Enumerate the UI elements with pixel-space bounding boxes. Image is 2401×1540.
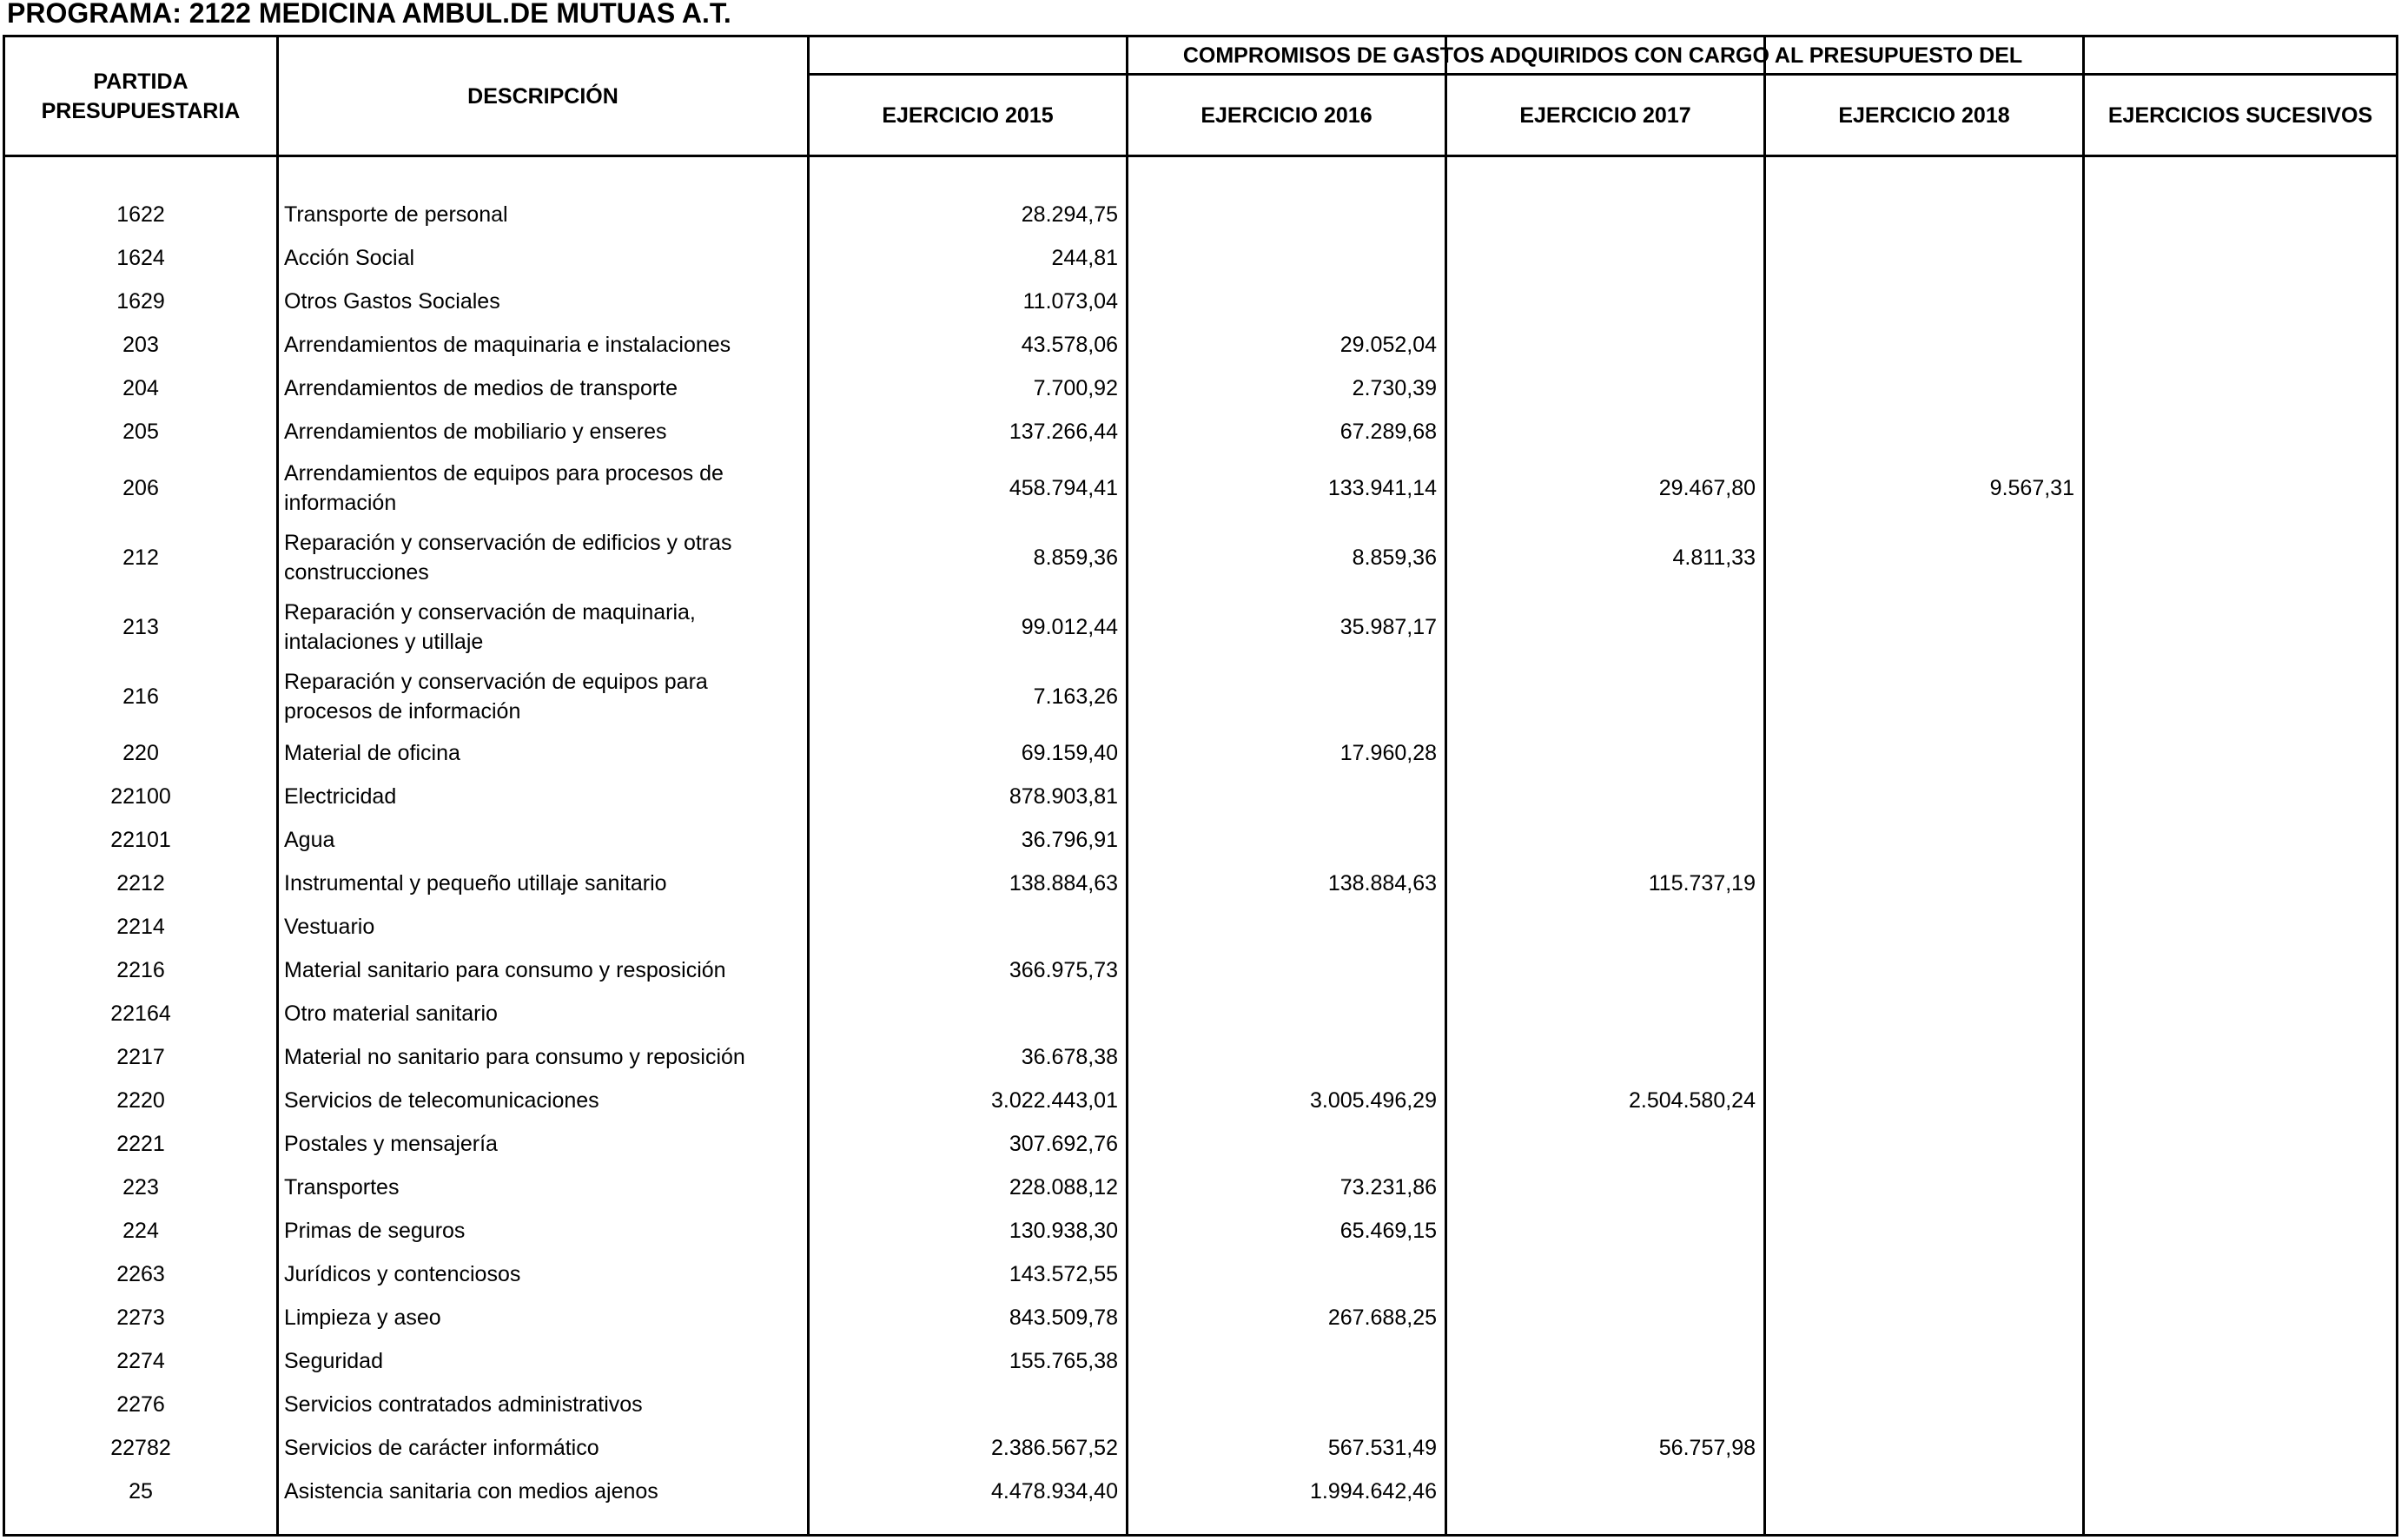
amount-ysuc xyxy=(2085,592,2396,662)
amount-y2016: 3.005.496,29 xyxy=(1310,1088,1437,1113)
amount-ysuc xyxy=(2085,367,2396,410)
amount-y2018 xyxy=(1766,1252,2082,1296)
table-row xyxy=(0,862,2401,905)
amount-y2015: 69.159,40 xyxy=(1021,741,1118,765)
amount-y2015: 155.765,38 xyxy=(1009,1349,1118,1373)
partida-code: 2273 xyxy=(116,1305,165,1330)
amount-ysuc xyxy=(2085,1035,2396,1079)
amount-y2016 xyxy=(1128,948,1445,992)
descripcion: Asistencia sanitaria con medios ajenos xyxy=(284,1479,658,1504)
table-row xyxy=(0,280,2401,323)
partida-code: 224 xyxy=(122,1219,159,1243)
table-row xyxy=(0,775,2401,818)
table-row xyxy=(0,453,2401,523)
table-row xyxy=(0,193,2401,236)
table-row xyxy=(0,1079,2401,1122)
partida-code: 22164 xyxy=(110,1001,171,1026)
partida-code: 206 xyxy=(122,476,159,500)
amount-ysuc xyxy=(2085,905,2396,948)
partida-code: 204 xyxy=(122,376,159,400)
amount-y2016 xyxy=(1128,1339,1445,1383)
amount-y2016 xyxy=(1128,1383,1445,1426)
descripcion: Servicios contratados administrativos xyxy=(284,1392,643,1417)
descripcion: Jurídicos y contenciosos xyxy=(284,1262,521,1286)
table-row xyxy=(0,367,2401,410)
table-row xyxy=(0,1209,2401,1252)
amount-y2018 xyxy=(1766,523,2082,592)
amount-y2016: 73.231,86 xyxy=(1339,1175,1437,1200)
amount-y2016: 1.994.642,46 xyxy=(1310,1479,1437,1504)
partida-code: 212 xyxy=(122,545,159,570)
header-years-sucesivos: EJERCICIOS SUCESIVOS xyxy=(2107,102,2373,128)
amount-y2018: 9.567,31 xyxy=(1989,476,2074,500)
amount-y2016 xyxy=(1128,1122,1445,1166)
amount-y2015: 843.509,78 xyxy=(1009,1305,1118,1330)
amount-y2017 xyxy=(1447,410,1763,453)
header-year-2015: EJERCICIO 2015 xyxy=(882,102,1054,128)
amount-y2015: 4.478.934,40 xyxy=(991,1479,1118,1504)
amount-y2018 xyxy=(1766,1339,2082,1383)
header-year-2017: EJERCICIO 2017 xyxy=(1519,102,1691,128)
amount-ysuc xyxy=(2085,862,2396,905)
amount-y2016 xyxy=(1128,992,1445,1035)
amount-y2018 xyxy=(1766,818,2082,862)
amount-y2015: 7.163,26 xyxy=(1033,684,1118,709)
amount-ysuc xyxy=(2085,1209,2396,1252)
amount-ysuc xyxy=(2085,1252,2396,1296)
amount-y2018 xyxy=(1766,992,2082,1035)
header-year-2016: EJERCICIO 2016 xyxy=(1200,102,1372,128)
amount-y2016: 267.688,25 xyxy=(1327,1305,1437,1330)
amount-y2015: 244,81 xyxy=(1051,246,1118,270)
descripcion: Postales y mensajería xyxy=(284,1132,498,1156)
amount-y2015: 130.938,30 xyxy=(1009,1219,1118,1243)
amount-y2017 xyxy=(1447,1166,1763,1209)
amount-y2015: 878.903,81 xyxy=(1009,784,1118,809)
amount-y2015 xyxy=(810,905,1126,948)
table-row xyxy=(0,1296,2401,1339)
amount-y2018 xyxy=(1766,905,2082,948)
amount-y2015: 99.012,44 xyxy=(1021,615,1118,639)
amount-y2016 xyxy=(1128,1035,1445,1079)
table-row xyxy=(0,992,2401,1035)
amount-y2018 xyxy=(1766,862,2082,905)
amount-y2017 xyxy=(1447,905,1763,948)
amount-y2015: 36.678,38 xyxy=(1021,1045,1118,1069)
table-row xyxy=(0,948,2401,992)
amount-y2015: 11.073,04 xyxy=(1022,289,1118,314)
amount-y2017 xyxy=(1447,193,1763,236)
partida-code: 213 xyxy=(122,615,159,639)
table-row xyxy=(0,592,2401,662)
amount-y2017 xyxy=(1447,1339,1763,1383)
amount-y2018 xyxy=(1766,948,2082,992)
amount-ysuc xyxy=(2085,1079,2396,1122)
table-row xyxy=(0,905,2401,948)
amount-y2016: 2.730,39 xyxy=(1352,376,1437,400)
amount-y2017 xyxy=(1447,323,1763,367)
amount-y2016 xyxy=(1128,818,1445,862)
partida-code: 2263 xyxy=(116,1262,165,1286)
amount-ysuc xyxy=(2085,193,2396,236)
amount-ysuc xyxy=(2085,775,2396,818)
amount-y2016 xyxy=(1128,905,1445,948)
partida-code: 1624 xyxy=(116,246,165,270)
header-compromisos: COMPROMISOS DE GASTOS ADQUIRIDOS CON CARGO AL PRESUPUESTO DEL xyxy=(1182,43,2023,68)
amount-y2016: 67.289,68 xyxy=(1339,420,1437,444)
amount-y2015: 458.794,41 xyxy=(1009,476,1118,500)
amount-y2017 xyxy=(1447,1252,1763,1296)
descripcion: Electricidad xyxy=(284,784,397,809)
descripcion: Acción Social xyxy=(284,246,415,270)
table-row xyxy=(0,1470,2401,1513)
partida-code: 25 xyxy=(129,1479,153,1504)
amount-y2017: 4.811,33 xyxy=(1672,545,1756,570)
amount-y2016 xyxy=(1128,193,1445,236)
amount-y2017 xyxy=(1447,236,1763,280)
amount-y2017 xyxy=(1447,1035,1763,1079)
descripcion: Vestuario xyxy=(284,915,375,939)
amount-y2016: 65.469,15 xyxy=(1339,1219,1437,1243)
amount-ysuc xyxy=(2085,280,2396,323)
amount-ysuc xyxy=(2085,992,2396,1035)
amount-y2016: 567.531,49 xyxy=(1327,1436,1437,1460)
table-row xyxy=(0,1122,2401,1166)
descripcion: Otros Gastos Sociales xyxy=(284,289,500,314)
amount-y2016 xyxy=(1128,1252,1445,1296)
amount-y2018 xyxy=(1766,731,2082,775)
amount-y2016 xyxy=(1128,662,1445,731)
partida-code: 22101 xyxy=(110,828,171,852)
amount-ysuc xyxy=(2085,523,2396,592)
amount-y2018 xyxy=(1766,775,2082,818)
descripcion: Material sanitario para consumo y resposición xyxy=(284,958,726,982)
table-row xyxy=(0,731,2401,775)
descripcion: Material no sanitario para consumo y reposición xyxy=(284,1045,745,1069)
amount-ysuc xyxy=(2085,1296,2396,1339)
amount-y2015: 137.266,44 xyxy=(1009,420,1118,444)
table-row xyxy=(0,323,2401,367)
amount-y2015: 138.884,63 xyxy=(1009,871,1118,896)
descripcion: Transporte de personal xyxy=(284,202,508,227)
partida-code: 1629 xyxy=(116,289,165,314)
amount-y2015: 3.022.443,01 xyxy=(991,1088,1118,1113)
amount-y2017: 29.467,80 xyxy=(1658,476,1756,500)
amount-y2017: 2.504.580,24 xyxy=(1629,1088,1756,1113)
amount-y2017 xyxy=(1447,992,1763,1035)
amount-y2018 xyxy=(1766,1470,2082,1513)
amount-y2018 xyxy=(1766,1296,2082,1339)
amount-y2018 xyxy=(1766,193,2082,236)
amount-y2018 xyxy=(1766,662,2082,731)
header-descripcion: DESCRIPCIÓN xyxy=(467,83,618,109)
amount-ysuc xyxy=(2085,1122,2396,1166)
header-year-2018: EJERCICIO 2018 xyxy=(1838,102,2010,128)
amount-ysuc xyxy=(2085,1470,2396,1513)
amount-y2018 xyxy=(1766,592,2082,662)
amount-y2018 xyxy=(1766,1166,2082,1209)
amount-y2017 xyxy=(1447,367,1763,410)
partida-code: 205 xyxy=(122,420,159,444)
amount-y2017 xyxy=(1447,662,1763,731)
amount-ysuc xyxy=(2085,1383,2396,1426)
amount-ysuc xyxy=(2085,1166,2396,1209)
partida-code: 223 xyxy=(122,1175,159,1200)
amount-y2015: 28.294,75 xyxy=(1021,202,1118,227)
amount-ysuc xyxy=(2085,1339,2396,1383)
descripcion: Limpieza y aseo xyxy=(284,1305,441,1330)
partida-code: 1622 xyxy=(116,202,165,227)
amount-y2017: 115.737,19 xyxy=(1648,871,1756,896)
partida-code: 2220 xyxy=(116,1088,165,1113)
amount-y2018 xyxy=(1766,1122,2082,1166)
descripcion: Otro material sanitario xyxy=(284,1001,498,1026)
amount-y2017 xyxy=(1447,1209,1763,1252)
table-row xyxy=(0,523,2401,592)
amount-y2016: 138.884,63 xyxy=(1327,871,1437,896)
amount-ysuc xyxy=(2085,731,2396,775)
table-row xyxy=(0,410,2401,453)
descripcion: Reparación y conservación de equipos para procesos de información xyxy=(284,670,708,724)
partida-code: 2274 xyxy=(116,1349,165,1373)
amount-y2018 xyxy=(1766,1079,2082,1122)
partida-code: 216 xyxy=(122,684,159,709)
partida-code: 2276 xyxy=(116,1392,165,1417)
amount-y2017 xyxy=(1447,1296,1763,1339)
amount-ysuc xyxy=(2085,1426,2396,1470)
amount-y2016: 8.859,36 xyxy=(1352,545,1437,570)
amount-y2018 xyxy=(1766,1035,2082,1079)
amount-y2015: 366.975,73 xyxy=(1009,958,1118,982)
amount-y2015: 43.578,06 xyxy=(1021,333,1118,357)
amount-y2017 xyxy=(1447,731,1763,775)
table-row xyxy=(0,818,2401,862)
amount-ysuc xyxy=(2085,323,2396,367)
descripcion: Reparación y conservación de edificios y otras construcciones xyxy=(284,531,732,585)
amount-ysuc xyxy=(2085,410,2396,453)
amount-y2017 xyxy=(1447,818,1763,862)
amount-y2016 xyxy=(1128,775,1445,818)
amount-y2017 xyxy=(1447,775,1763,818)
amount-y2017 xyxy=(1447,1383,1763,1426)
descripcion: Arrendamientos de mobiliario y enseres xyxy=(284,420,667,444)
table-row xyxy=(0,1339,2401,1383)
amount-ysuc xyxy=(2085,818,2396,862)
amount-y2018 xyxy=(1766,410,2082,453)
amount-y2016 xyxy=(1128,236,1445,280)
amount-y2015: 143.572,55 xyxy=(1009,1262,1118,1286)
partida-code: 2216 xyxy=(116,958,165,982)
descripcion: Arrendamientos de maquinaria e instalaciones xyxy=(284,333,731,357)
amount-y2017 xyxy=(1447,948,1763,992)
amount-y2016: 35.987,17 xyxy=(1339,615,1437,639)
partida-code: 2221 xyxy=(116,1132,165,1156)
partida-code: 22100 xyxy=(110,784,171,809)
header-partida: PARTIDA PRESUPUESTARIA xyxy=(41,69,241,123)
descripcion: Transportes xyxy=(284,1175,400,1200)
amount-y2015: 307.692,76 xyxy=(1009,1132,1118,1156)
partida-code: 22782 xyxy=(110,1436,171,1460)
amount-y2018 xyxy=(1766,1209,2082,1252)
amount-y2017 xyxy=(1447,1122,1763,1166)
table-row xyxy=(0,1383,2401,1426)
amount-y2015 xyxy=(810,1383,1126,1426)
table-row xyxy=(0,1166,2401,1209)
partida-code: 203 xyxy=(122,333,159,357)
descripcion: Servicios de telecomunicaciones xyxy=(284,1088,599,1113)
descripcion: Material de oficina xyxy=(284,741,460,765)
amount-y2015: 8.859,36 xyxy=(1033,545,1118,570)
amount-ysuc xyxy=(2085,453,2396,523)
descripcion: Agua xyxy=(284,828,335,852)
amount-ysuc xyxy=(2085,662,2396,731)
amount-y2018 xyxy=(1766,236,2082,280)
partida-code: 220 xyxy=(122,741,159,765)
descripcion: Seguridad xyxy=(284,1349,383,1373)
amount-y2016: 133.941,14 xyxy=(1327,476,1437,500)
amount-y2018 xyxy=(1766,1383,2082,1426)
table-row xyxy=(0,662,2401,731)
amount-y2015 xyxy=(810,992,1126,1035)
partida-code: 2217 xyxy=(116,1045,165,1069)
partida-code: 2212 xyxy=(116,871,165,896)
partida-code: 2214 xyxy=(116,915,165,939)
page-title: PROGRAMA: 2122 MEDICINA AMBUL.DE MUTUAS A.T. xyxy=(7,0,731,29)
amount-y2017 xyxy=(1447,280,1763,323)
amount-y2018 xyxy=(1766,1426,2082,1470)
amount-y2018 xyxy=(1766,323,2082,367)
amount-y2015: 36.796,91 xyxy=(1021,828,1118,852)
descripcion: Servicios de carácter informático xyxy=(284,1436,599,1460)
descripcion: Primas de seguros xyxy=(284,1219,466,1243)
amount-y2016: 17.960,28 xyxy=(1339,741,1437,765)
descripcion: Arrendamientos de equipos para procesos de información xyxy=(284,461,724,515)
table-row xyxy=(0,1426,2401,1470)
table-row xyxy=(0,1252,2401,1296)
amount-y2018 xyxy=(1766,280,2082,323)
amount-y2016: 29.052,04 xyxy=(1339,333,1437,357)
amount-y2015: 228.088,12 xyxy=(1009,1175,1118,1200)
amount-y2015: 2.386.567,52 xyxy=(991,1436,1118,1460)
amount-ysuc xyxy=(2085,948,2396,992)
descripcion: Arrendamientos de medios de transporte xyxy=(284,376,678,400)
amount-y2015: 7.700,92 xyxy=(1033,376,1118,400)
amount-y2016 xyxy=(1128,280,1445,323)
descripcion: Instrumental y pequeño utillaje sanitario xyxy=(284,871,667,896)
amount-y2018 xyxy=(1766,367,2082,410)
descripcion: Reparación y conservación de maquinaria, intalaciones y utillaje xyxy=(284,600,696,654)
amount-y2017: 56.757,98 xyxy=(1658,1436,1756,1460)
amount-ysuc xyxy=(2085,236,2396,280)
table-row xyxy=(0,1035,2401,1079)
amount-y2017 xyxy=(1447,592,1763,662)
header-bottom-border xyxy=(3,155,2398,157)
table-row xyxy=(0,236,2401,280)
amount-y2017 xyxy=(1447,1470,1763,1513)
